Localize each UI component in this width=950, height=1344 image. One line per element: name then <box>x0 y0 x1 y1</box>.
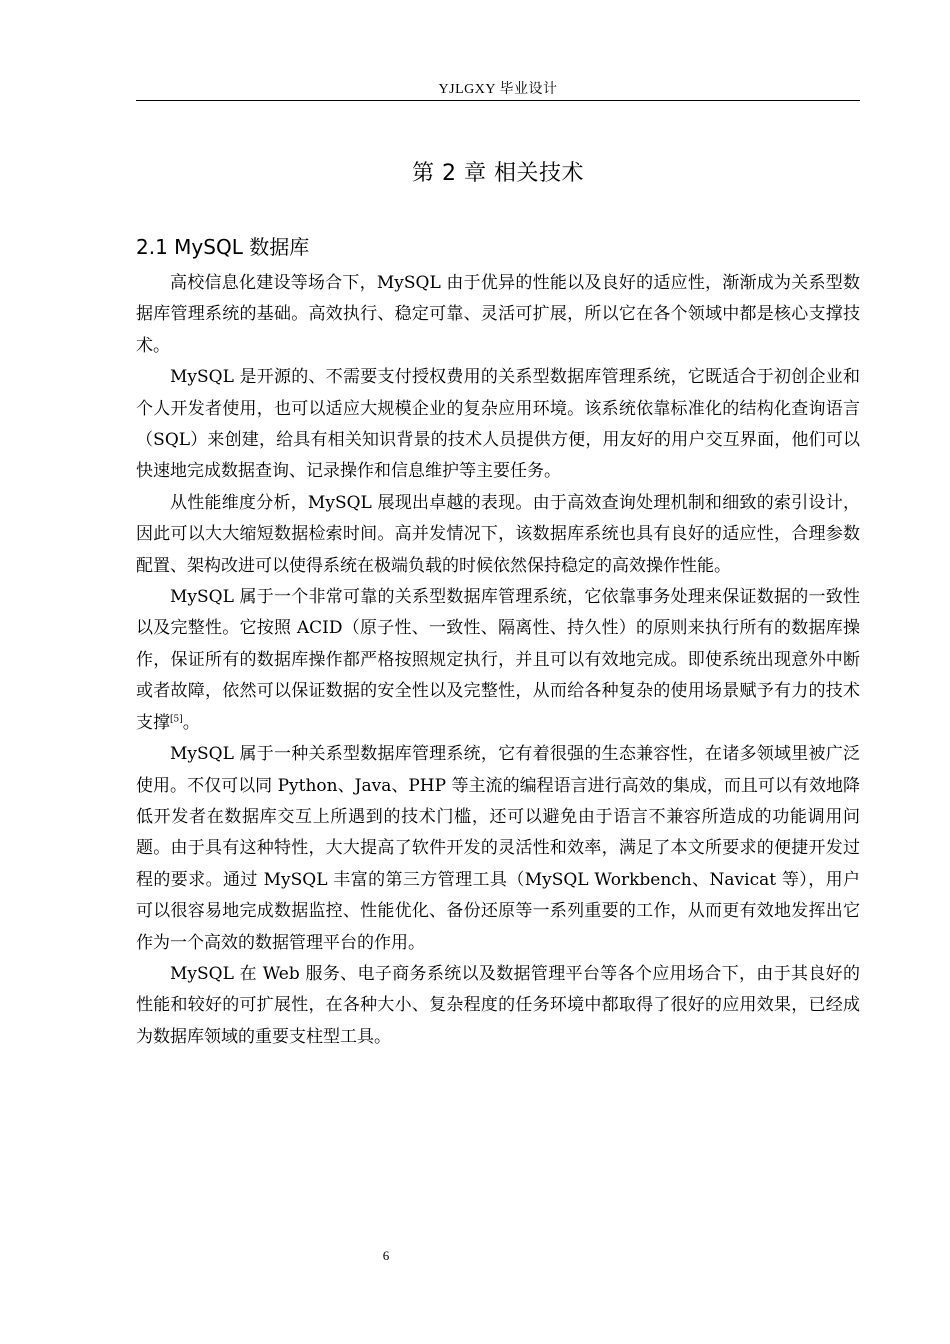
paragraph-6: MySQL 在 Web 服务、电子商务系统以及数据管理平台等各个应用场合下，由于其良好的性能和较好的可扩展性，在各种大小、复杂程度的任务环境中都取得了很好的应用效果，已经成为数据库领域的重要支柱型工具。 <box>136 963 860 1047</box>
body-text <box>136 268 860 1053</box>
citation-reference: [5] <box>170 714 183 725</box>
header-rule <box>136 100 860 101</box>
paragraph-2: MySQL 是开源的、不需要支付授权费用的关系型数据库管理系统，它既适合于初创企业和个人开发者使用，也可以适应大规模企业的复杂应用环境。该系统依靠标准化的结构化查询语言（SQL）来创建，给具有相关知识背景的技术人员提供方便，用友好的用户交互界面，他们可以快速地完成数据查询、记录操作和信息维护等主要任务。 <box>136 367 860 482</box>
paragraph-4 <box>136 582 860 739</box>
section-title: 2.1 MySQL 数据库 <box>136 235 310 259</box>
page-header: YJLGXY 毕业设计 <box>438 82 558 97</box>
paragraph-1: 高校信息化建设等场合下，MySQL 由于优异的性能以及良好的适应性，渐渐成为关系型数据库管理系统的基础。高效执行、稳定可靠、灵活可扩展，所以它在各个领域中都是核心支撑技术。 <box>136 273 860 356</box>
chapter-title: 第 2 章 相关技术 <box>412 161 584 186</box>
paragraph-4-text: MySQL 属于一个非常可靠的关系型数据库管理系统，它依靠事务处理来保证数据的一致性以及完整性。它按照 ACID（原子性、一致性、隔离性、持久性）的原则来执行所有的数据库操作，保证所有的数据库操作都严格按照规定执行，并且可以有效地完成。即使系统出现意外中断或者故障，依然可以保证数据的安全性以及完整性，从而给各种复杂的使用场景赋予有力的技术支撑 <box>136 587 860 733</box>
paragraph-4-end: 。 <box>182 712 200 733</box>
paragraph-3: 从性能维度分析，MySQL 展现出卓越的表现。由于高效查询处理机制和细致的索引设计，因此可以大大缩短数据检索时间。高并发情况下，该数据库系统也具有良好的适应性，合理参数配置、架构改进可以使得系统在极端负载的时候依然保持稳定的高效操作性能。 <box>136 492 860 576</box>
page-number: 6 <box>382 1248 390 1263</box>
paragraph-5: MySQL 属于一种关系型数据库管理系统，它有着很强的生态兼容性，在诸多领域里被广泛使用。不仅可以同 Python、Java、PHP 等主流的编程语言进行高效的集成，而且可以有效地降低开发者在数据库交互上所遇到的技术门槛，还可以避免由于语言不兼容所造成的功能调用问题。由于具有这种特性，大大提高了软件开发的灵活性和效率，满足了本文所要求的便捷开发过程的要求。通过 MySQL 丰富的第三方管理工具（MySQL Workbench、Navicat 等），用户可以很容易地完成数据监控、性能优化、备份还原等一系列重要的工作，从而更有效地发挥出它作为一个高效的数据管理平台的作用。 <box>136 744 860 953</box>
